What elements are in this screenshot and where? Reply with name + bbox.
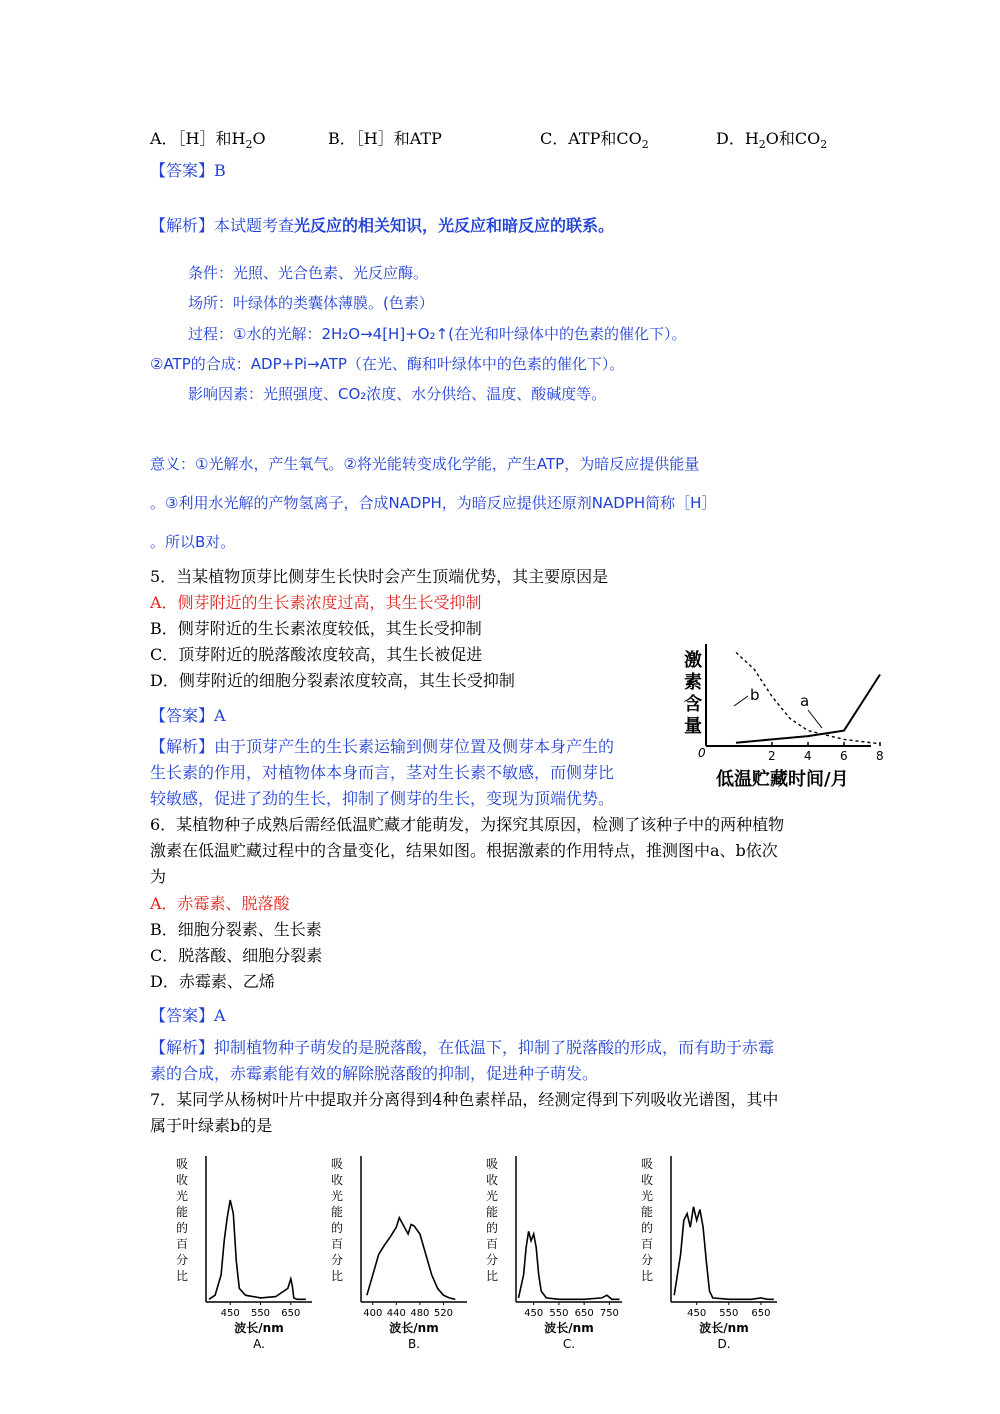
q5-analysis-3: 较敏感，促进了劲的生长，抑制了侧芽的生长，变现为顶端优势。 [150,789,615,808]
spectrum-tick-label: 520 [433,1308,453,1319]
spectrum-tick-label: 650 [281,1308,301,1319]
hormone-label-a-leader [808,710,822,728]
spectrum-curve [367,1218,455,1300]
q7-stem-1: 7．某同学从杨树叶片中提取并分离得到4种色素样品，经测定得到下列吸收光谱图，其中 [150,1090,779,1109]
spectrum-tick-label: 550 [549,1308,569,1319]
spectrum-ylabel-char: 吸 [486,1157,499,1171]
spectrum-ylabel-char: 比 [176,1269,189,1283]
q6-analysis-2: 素的合成，赤霉素能有效的解除脱落酸的抑制，促进种子萌发。 [150,1064,599,1083]
spectrum-panel-label: A. [253,1337,265,1351]
spectrum-tick-label: 440 [386,1308,406,1319]
spectrum-ylabel-char: 比 [641,1269,654,1283]
spectrum-ylabel-char: 百 [176,1237,189,1251]
spectrum-tick-label: 450 [220,1308,240,1319]
spectrum-ylabel-char: 能 [176,1205,189,1219]
q6-answer: 【答案】A [150,1006,226,1025]
hormone-tick-label: 8 [876,749,884,763]
spectrum-tick-label: 480 [410,1308,430,1319]
spectrum-panel-label: D. [717,1337,731,1351]
q5-answer: 【答案】A [150,706,226,725]
spectrum-chart-4 [635,1150,785,1350]
spectrum-tick-label: 450 [687,1308,707,1319]
hormone-chart-origin: 0 [698,746,706,760]
q4-meaning-2: 。③利用水光解的产物氢离子，合成NADPH，为暗反应提供还原剂NADPH简称［H］ [150,494,717,512]
spectrum-ylabel-char: 能 [331,1205,344,1219]
spectrum-ylabel-char: 收 [176,1173,189,1187]
spectrum-xlabel: 波长/nm [544,1321,594,1335]
q5-analysis-2: 生长素的作用，对植物体本身而言，茎对生长素不敏感，而侧芽比 [150,763,615,782]
spectrum-ylabel-char: 百 [641,1237,654,1251]
spectrum-ylabel-char: 能 [641,1205,654,1219]
hormone-ylabel-char: 激 [684,650,702,671]
spectrum-ylabel-char: 吸 [176,1157,189,1171]
hormone-tick-label: 2 [768,749,776,763]
spectrum-tick-label: 650 [574,1308,594,1319]
spectrum-ylabel-char: 光 [331,1189,344,1203]
q5-stem: 5．当某植物顶芽比侧芽生长快时会产生顶端优势，其主要原因是 [150,567,609,586]
q5-option-b: B．侧芽附近的生长素浓度较低，其生长受抑制 [150,619,482,638]
spectrum-ylabel-char: 吸 [641,1157,654,1171]
spectrum-tick-label: 400 [363,1308,383,1319]
spectrum-chart-2 [325,1150,475,1350]
q6-option-b: B．细胞分裂素、生长素 [150,920,322,939]
q4-process-2: ②ATP的合成：ADP+Pi→ATP（在光、酶和叶绿体中的色素的催化下）。 [150,355,625,373]
spectrum-ylabel-char: 分 [486,1253,499,1267]
spectrum-curve [209,1200,306,1299]
hormone-ylabel-char: 含 [684,694,702,715]
q4-option-a: A．［H］和$H_2O$ [150,129,266,152]
spectrum-panel-label: C. [562,1337,576,1351]
q5-option-a: A．侧芽附近的生长素浓度过高，其生长受抑制 [150,593,482,612]
spectrum-curve [674,1207,774,1300]
q5-analysis-1: 【解析】由于顶芽产生的生长素运输到侧芽位置及侧芽本身产生的 [150,737,615,756]
q5-option-d: D．侧芽附近的细胞分裂素浓度较高，其生长受抑制 [150,671,515,690]
q6-option-d: D．赤霉素、乙烯 [150,972,275,991]
hormone-ylabel-char: 量 [684,716,702,737]
spectrum-ylabel-char: 分 [641,1253,654,1267]
q4-factors: 影响因素：光照强度、CO₂浓度、水分供给、温度、酸碱度等。 [188,385,607,403]
spectra-row [170,1150,790,1350]
q6-stem-2: 激素在低温贮藏过程中的含量变化，结果如图。根据激素的作用特点，推测图中a、b依次 [150,841,778,860]
spectrum-ylabel-char: 光 [486,1189,499,1203]
q4-location: 场所：叶绿体的类囊体薄膜。(色素） [188,294,434,312]
q4-option-c: C．ATP和$CO_2$ [540,129,649,152]
spectrum-xlabel: 波长/nm [699,1321,749,1335]
spectrum-ylabel-char: 百 [331,1237,344,1251]
hormone-chart-xlabel: 低温贮藏时间/月 [716,769,849,790]
spectrum-tick-label: 450 [524,1308,544,1319]
spectrum-ylabel-char: 的 [331,1221,344,1235]
hormone-series-label-a: a [800,692,810,710]
q5-option-c: C．顶芽附近的脱落酸浓度较高，其生长被促进 [150,645,483,664]
spectrum-chart-1 [170,1150,320,1350]
hormone-tick-label: 6 [840,749,848,763]
spectrum-ylabel-char: 收 [486,1173,499,1187]
hormone-series-label-b: b [750,686,760,704]
hormone-label-b-leader [734,696,748,706]
spectrum-tick-label: 550 [250,1308,271,1319]
q4-answer: 【答案】B [150,161,226,180]
spectrum-ylabel-char: 分 [176,1253,189,1267]
q4-meaning-1: 意义：①光解水，产生氧气。②将光能转变成化学能，产生ATP，为暗反应提供能量 [150,455,700,473]
spectrum-ylabel-char: 百 [486,1237,499,1251]
spectrum-ylabel-char: 收 [331,1173,344,1187]
spectrum-ylabel-char: 比 [486,1269,499,1283]
q4-process-1: 过程：①水的光解：2H₂O→4[H]+O₂↑(在光和叶绿体中的色素的催化下）。 [188,325,687,343]
hormone-tick-label: 4 [804,749,812,763]
q4-condition: 条件：光照、光合色素、光反应酶。 [188,264,429,282]
spectrum-ylabel-char: 的 [486,1221,499,1235]
spectrum-ylabel-char: 光 [176,1189,189,1203]
spectrum-tick-label: 750 [599,1308,619,1319]
spectrum-ylabel-char: 吸 [331,1157,344,1171]
q6-analysis-1: 【解析】抑制植物种子萌发的是脱落酸，在低温下，抑制了脱落酸的形成，而有助于赤霉 [150,1038,775,1057]
spectrum-tick-label: 650 [751,1308,771,1319]
q4-meaning-3: 。所以B对。 [150,533,236,551]
hormone-ylabel-char: 素 [684,672,702,693]
q4-option-d: D．$H_2O$和$CO_2$ [716,129,828,152]
spectrum-xlabel: 波长/nm [234,1321,284,1335]
q6-option-a: A．赤霉素、脱落酸 [150,894,290,913]
spectrum-xlabel: 波长/nm [389,1321,439,1335]
spectrum-tick-label: 550 [719,1308,739,1319]
spectrum-ylabel-char: 光 [641,1189,654,1203]
spectrum-ylabel-char: 分 [331,1253,344,1267]
spectrum-ylabel-char: 能 [486,1205,499,1219]
spectrum-panel-label: B. [407,1337,421,1351]
q4-analysis-intro: 【解析】本试题考查光反应的相关知识，光反应和暗反应的联系。 [150,216,615,235]
q4-option-b: B．［H］和ATP [328,129,442,148]
hormone-chart-ylabel [684,649,702,737]
spectrum-chart-3 [480,1150,630,1350]
q7-stem-2: 属于叶绿素b的是 [150,1116,273,1135]
q6-stem-3: 为 [150,867,167,886]
spectrum-ylabel-char: 收 [641,1173,654,1187]
spectrum-ylabel-char: 的 [176,1221,189,1235]
spectrum-ylabel-char: 的 [641,1221,654,1235]
hormone-chart [676,640,884,790]
q6-option-c: C．脱落酸、细胞分裂素 [150,946,323,965]
spectrum-ylabel-char: 比 [331,1269,344,1283]
q6-stem-1: 6．某植物种子成熟后需经低温贮藏才能萌发，为探究其原因，检测了该种子中的两种植物 [150,815,785,834]
spectrum-curve [519,1231,620,1299]
